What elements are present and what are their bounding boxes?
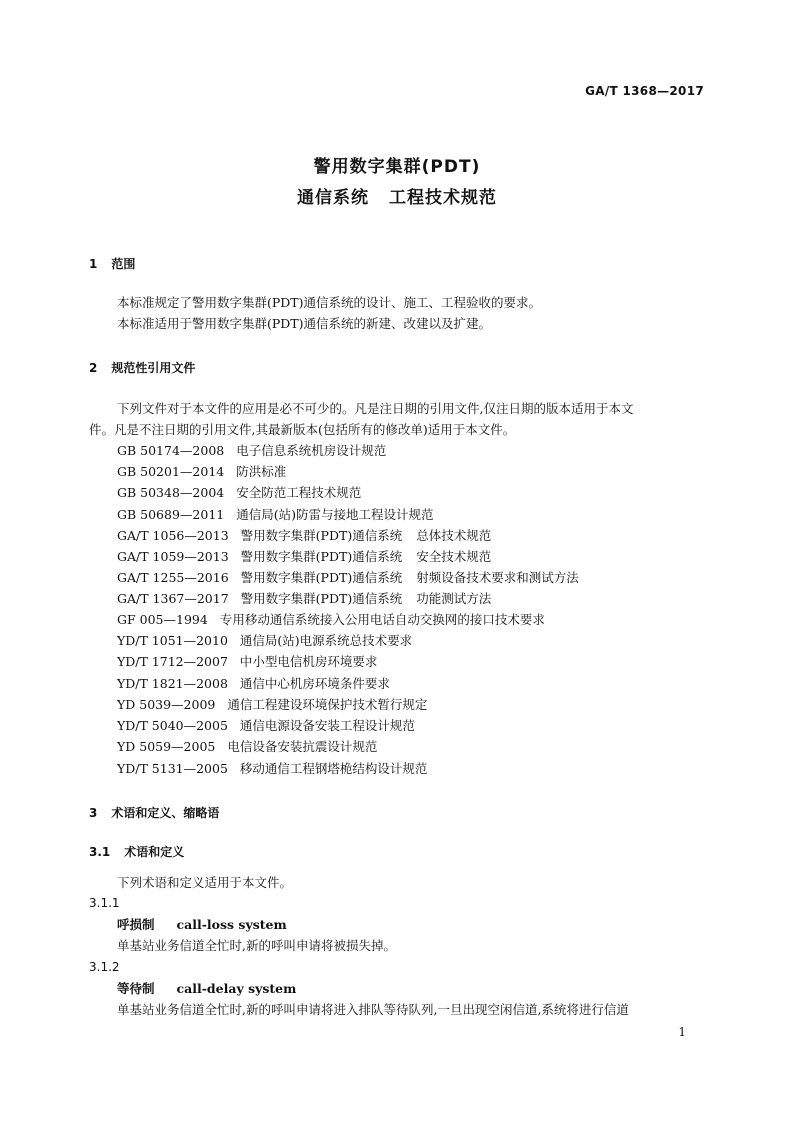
term-en: call-loss system <box>176 917 287 932</box>
ref-item <box>117 633 412 649</box>
term-3-1-2-definition: 单基站业务信道全忙时,新的呼叫申请将进入排队等待队列,一旦出现空闲信道,系统将进行信道 <box>117 1002 629 1017</box>
ref-item <box>117 697 427 713</box>
section-3-heading <box>89 804 219 821</box>
title-line-2 <box>0 183 794 208</box>
ref-code: GB 50201—2014 <box>117 464 225 479</box>
term-3-1-1-definition: 单基站业务信道全忙时,新的呼叫申请将被损失掉。 <box>117 938 396 953</box>
ref-title: 通信局(站)防雷与接地工程设计规范 <box>236 507 434 522</box>
ref-title: 警用数字集群(PDT)通信系统 <box>240 570 403 585</box>
term-cn: 呼损制 <box>117 917 155 932</box>
ref-code: GA/T 1255—2016 <box>117 570 229 585</box>
term-3-1-2-name <box>117 981 296 997</box>
subsection-3-1-heading <box>89 843 184 860</box>
ref-title: 电信设备安装抗震设计规范 <box>227 739 378 754</box>
ref-item <box>117 612 545 628</box>
subsection-3-1-title: 术语和定义 <box>124 845 185 859</box>
section-1-heading <box>89 255 135 272</box>
ref-item <box>117 507 434 523</box>
ref-title: 通信中心机房环境条件要求 <box>239 676 390 691</box>
term-3-1-1-number: 3.1.1 <box>89 896 120 910</box>
ref-code: GA/T 1367—2017 <box>117 591 229 606</box>
term-en: call-delay system <box>176 981 297 996</box>
ref-title: 电子信息系统机房设计规范 <box>236 443 387 458</box>
section-1-para-1: 本标准规定了警用数字集群(PDT)通信系统的设计、施工、工程验收的要求。 <box>117 295 542 310</box>
term-3-1-2-number: 3.1.2 <box>89 960 120 974</box>
page-number: 1 <box>678 1025 686 1039</box>
ref-title: 通信电源设备安装工程设计规范 <box>239 718 415 733</box>
ref-code: YD/T 5131—2005 <box>117 761 228 776</box>
ref-code: YD/T 1821—2008 <box>117 676 228 691</box>
section-1-number: 1 <box>89 257 98 271</box>
section-3-number: 3 <box>89 806 98 820</box>
ref-title: 中小型电信机房环境要求 <box>239 654 378 669</box>
ref-code: GA/T 1059—2013 <box>117 549 229 564</box>
ref-title: 防洪标准 <box>236 464 287 479</box>
section-2-title: 规范性引用文件 <box>111 361 196 375</box>
section-2-number: 2 <box>89 361 98 375</box>
section-2-heading <box>89 359 195 376</box>
ref-title: 警用数字集群(PDT)通信系统 <box>240 528 403 543</box>
section-1-para-2: 本标准适用于警用数字集群(PDT)通信系统的新建、改建以及扩建。 <box>117 316 492 331</box>
ref-item <box>117 485 361 501</box>
ref-item <box>117 591 491 607</box>
ref-code: YD/T 5040—2005 <box>117 718 228 733</box>
ref-code: GA/T 1056—2013 <box>117 528 229 543</box>
ref-item <box>117 718 415 734</box>
ref-item <box>117 570 579 586</box>
ref-code: YD/T 1051—2010 <box>117 633 228 648</box>
ref-code: GF 005—1994 <box>117 612 208 627</box>
ref-item <box>117 443 386 459</box>
ref-title: 通信局(站)电源系统总技术要求 <box>239 633 413 648</box>
ref-item <box>117 549 491 565</box>
document-code: GA/T 1368—2017 <box>585 84 704 98</box>
ref-title-part-2: 射频设备技术要求和测试方法 <box>416 570 579 585</box>
title-line-1: 警用数字集群(PDT) <box>313 157 481 177</box>
ref-title-part-2: 功能测试方法 <box>416 591 492 606</box>
ref-title: 专用移动通信系统接入公用电话自动交换网的接口技术要求 <box>219 612 545 627</box>
ref-title: 通信工程建设环境保护技术暂行规定 <box>227 697 428 712</box>
ref-title: 移动通信工程钢塔桅结构设计规范 <box>239 761 428 776</box>
title-line-2a: 通信系统 <box>297 188 369 208</box>
ref-code: YD 5059—2005 <box>117 739 216 754</box>
ref-code: GB 50174—2008 <box>117 443 225 458</box>
term-cn: 等待制 <box>117 981 155 996</box>
section-3-title: 术语和定义、缩略语 <box>111 806 220 820</box>
section-2-para-line-2: 件。凡是不注日期的引用文件,其最新版本(包括所有的修改单)适用于本文件。 <box>89 422 516 437</box>
ref-title-part-2: 安全技术规范 <box>416 549 492 564</box>
ref-code: GB 50348—2004 <box>117 485 225 500</box>
section-1-title: 范围 <box>111 257 136 271</box>
ref-item <box>117 676 390 692</box>
subsection-3-1-intro: 下列术语和定义适用于本文件。 <box>117 875 293 890</box>
title-line-2b: 工程技术规范 <box>389 188 497 208</box>
ref-item <box>117 464 286 480</box>
ref-title-part-2: 总体技术规范 <box>416 528 492 543</box>
ref-code: YD 5039—2009 <box>117 697 216 712</box>
ref-item <box>117 654 377 670</box>
section-2-para-line-1: 下列文件对于本文件的应用是必不可少的。凡是注日期的引用文件,仅注日期的版本适用于本文 <box>117 401 634 416</box>
term-3-1-1-name <box>117 917 287 933</box>
ref-code: GB 50689—2011 <box>117 507 225 522</box>
subsection-3-1-number: 3.1 <box>89 845 111 859</box>
ref-item <box>117 761 427 777</box>
ref-title: 警用数字集群(PDT)通信系统 <box>240 591 403 606</box>
ref-item <box>117 739 377 755</box>
ref-code: YD/T 1712—2007 <box>117 654 228 669</box>
ref-title: 警用数字集群(PDT)通信系统 <box>240 549 403 564</box>
ref-title: 安全防范工程技术规范 <box>236 485 362 500</box>
ref-item <box>117 528 491 544</box>
